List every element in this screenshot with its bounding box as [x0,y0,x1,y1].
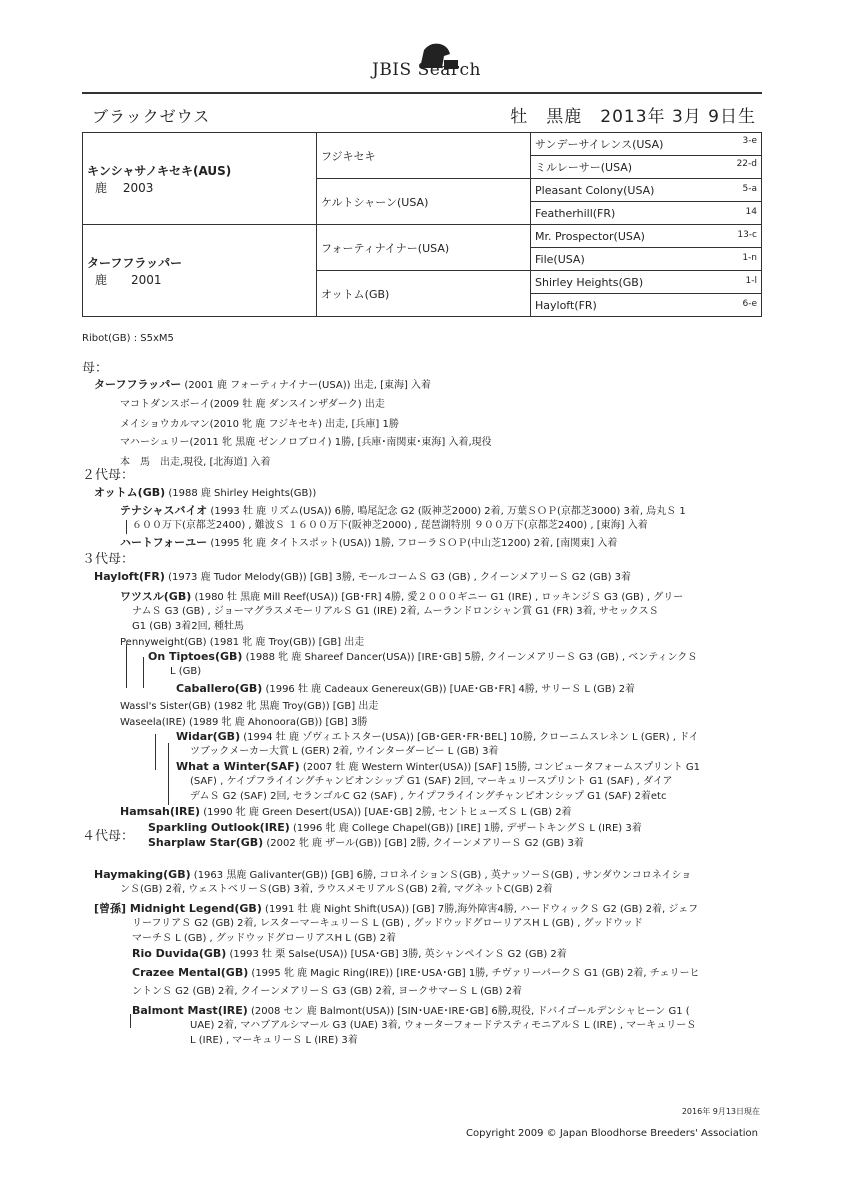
horse-name: Caballero(GB) [176,682,263,695]
horse-record: (1988 鹿 Shirley Heights(GB)) [168,488,317,499]
horse-record: (1993 牡 鹿 リズム(USA)) 6勝, 鳴尾記念 G2 (阪神芝2000) 2着, 万葉ＳＯＰ(京都芝3000) 3着, 烏丸Ｓ 1 [210,506,686,517]
note-line [190,745,498,759]
note-line [120,456,271,470]
note-line [190,790,666,804]
horse-name: Haymaking(GB) [94,868,191,881]
horse-name: Hayloft(FR) [94,570,165,583]
section-4th-dam: ４代母： [82,829,135,844]
gen3-name: Hayloft(FR) [535,298,597,312]
gen3-family: 3-e [742,136,757,146]
horse-record: メイショウカルマン(2010 牝 鹿 フジキセキ) 出走, [兵庫] 1勝 [120,419,399,430]
sire-cell [83,133,317,225]
note-line [94,378,431,393]
sire-dam-cell: ケルトシャーン(USA) [317,179,531,225]
horse-name: Rio Duvida(GB) [132,947,227,960]
pedigree-table [82,132,762,317]
horse-record: (1988 牝 鹿 Shareef Dancer(USA)) [IRE･GB] 5勝, クイーンメアリーＳ G3 (GB) , ベンティンクＳ [245,652,698,663]
horse-name: Balmont Mast(IRE) [132,1004,248,1017]
sire-sire-cell: フジキセキ [317,133,531,179]
note-line [148,836,584,851]
note-line [94,868,691,883]
horse-name: Sharplaw Star(GB) [148,836,264,849]
horse-record: (1991 牡 鹿 Night Shift(USA)) [GB] 7勝,海外障害4勝, ハードウィックＳ G2 (GB) 2着, ジェフ [265,904,699,915]
gen3-family: 14 [745,206,757,217]
gen3-cell [531,225,762,248]
horse-record: L (IRE) , マーキュリーＳ L (IRE) 3着 [190,1035,358,1046]
note-line [132,917,643,931]
note-line [120,636,364,650]
gen3-name: File(USA) [535,252,585,266]
horse-name: Sparkling Outlook(IRE) [148,821,290,834]
horse-name: Crazee Mental(GB) [132,966,249,979]
horse-record: (1994 牡 鹿 ゾヴィエトスター(USA)) [GB･GER･FR･BEL] 10勝, クローニムスレネン L (GER) , ドイ [243,732,699,743]
gen3-cell [531,294,762,317]
horse-name: ブラックゼウス [92,107,211,126]
horse-record: (1993 牡 栗 Salse(USA)) [USA･GB] 3勝, 英シャンペインＳ G2 (GB) 2着 [229,949,567,960]
note-line [176,760,700,775]
note-line [170,665,201,679]
note-line [120,504,686,519]
horse-name: ターフフラッパー [94,378,182,391]
note-line [94,486,316,501]
section-dam: 母： [82,361,109,376]
note-line [132,966,699,981]
inbreeding-note: Ribot(GB) : S5xM5 [82,333,174,344]
note-line [120,590,683,605]
note-line [190,775,673,789]
dam-dam-cell: オットム(GB) [317,271,531,317]
note-line [94,570,631,585]
note-line [132,932,396,946]
gen3-cell [531,202,762,225]
gen3-family: 1-l [745,275,757,286]
horse-record: マーチＳ L (GB) , グッドウッドグローリアスH L (GB) 2着 [132,933,396,944]
note-line [120,716,367,730]
horse-record: デムＳ G2 (SAF) 2回, セランゴルC G2 (SAF) , ケイプフライイングチャンピオンシップ G1 (SAF) 2着etc [190,791,667,802]
gen3-family: 5-a [742,183,757,194]
horse-record: L (GB) [170,666,202,677]
horse-name: [曾孫] Midnight Legend(GB) [94,902,262,915]
horse-name: テナシャスバイオ [120,504,208,517]
gen3-name: Featherhill(FR) [535,206,616,220]
horse-record: ントンＳ G2 (GB) 2着, クイーンメアリーＳ G3 (GB) 2着, ヨークサマーＳ L (GB) 2着 [132,986,523,997]
as-of-date: 2016年 9月13日現在 [681,1107,760,1116]
horse-record: 本 馬 出走,現役, [北海道] 入着 [120,457,271,468]
horse-record: (1963 黒鹿 Galivanter(GB)) [GB] 6勝, コロネイションＳ(GB) , 英ナッソーＳ(GB) , サンダウンコロネイショ [193,870,692,881]
gen3-name: Pleasant Colony(USA) [535,183,655,197]
note-line [120,436,492,450]
tree-line [130,1014,131,1028]
section-2nd-dam: ２代母： [82,468,135,483]
gen3-name: Mr. Prospector(USA) [535,229,645,243]
horse-record: (1990 牝 鹿 Green Desert(USA)) [UAE･GB] 2勝, セントヒューズＳ L (GB) 2着 [203,807,572,818]
horse-record: UAE) 2着, マハブアルシマール G3 (UAE) 3着, ウォーターフォードテスティモニアルＳ L (IRE) , マーキュリーＳ [190,1020,697,1031]
horse-record: リーフリアＳ G2 (GB) 2着, レスターマーキュリーＳ L (GB) , グッドウッドグローリアスH L (GB) , グッドウッド [132,918,643,929]
gen3-name: サンデーサイレンス(USA) [535,138,664,151]
tree-line [168,743,169,805]
logo-text: JBIS Search [372,60,482,80]
horse-record: (2001 鹿 フォーティナイナー(USA)) 出走, [東海] 入着 [184,380,432,391]
note-line [132,985,522,999]
gen3-family: 1-n [742,252,757,263]
dam-name: ターフフラッパー [87,255,183,270]
horse-record: ６００万下(京都芝2400) , 難波Ｓ １６００万下(阪神芝2000) , 琵琶湖特別 ９００万下(京都芝2400) , [東海] 入着 [132,520,648,531]
horse-record: ナムＳ G3 (GB) , ジョーマグラスメモーリアルＳ G1 (IRE) 2着, ムーランドロンシャン賞 G1 (FR) 3着, サセックスＳ [132,606,659,617]
note-line [148,650,697,665]
dam-cell [83,225,317,317]
gen3-cell [531,156,762,179]
gen3-name: ミルレーサー(USA) [535,161,633,174]
note-line [120,805,572,820]
horse-record: (SAF) , ケイプフライイングチャンピオンシップ G1 (SAF) 2回, マーキュリースプリント G1 (SAF) , ダイア [190,776,673,787]
note-line [132,605,659,619]
horse-record: (1973 鹿 Tudor Melody(GB)) [GB] 3勝, モールコームＳ G3 (GB) , クイーンメアリーＳ G2 (GB) 3着 [168,572,632,583]
note-line [120,700,378,714]
gen3-cell [531,248,762,271]
horse-record: マハーシュリー(2011 牝 黒鹿 ゼンノロブロイ) 1勝, [兵庫･南関東･東海] 入着,現役 [120,437,492,448]
horse-name: What a Winter(SAF) [176,760,300,773]
horse-name: オットム(GB) [94,486,166,499]
horse-record: G1 (GB) 3着2回, 種牡馬 [132,621,244,632]
horse-name: Widar(GB) [176,730,241,743]
tree-line [155,734,156,770]
horse-record: (2008 セン 鹿 Balmont(USA)) [SIN･UAE･IRE･GB] 6勝,現役, ドバイゴールデンシャヒーン G1 ( [251,1006,690,1017]
horse-record: マコトダンスボーイ(2009 牡 鹿 ダンスインザダーク) 出走 [120,399,385,410]
note-line [190,1034,358,1048]
gen3-family: 6-e [742,298,757,309]
note-line [120,418,399,432]
dam-info: 鹿 2001 [95,272,162,287]
section-3rd-dam: ３代母： [82,552,135,567]
note-line [132,947,567,962]
note-line [176,682,635,697]
gen3-name: Shirley Heights(GB) [535,275,644,289]
horse-record: Waseela(IRE) (1989 牝 鹿 Ahonoora(GB)) [GB] 3勝 [120,717,368,728]
gen3-family: 13-c [737,229,757,240]
note-line [132,1004,690,1019]
copyright: Copyright 2009 © Japan Bloodhorse Breeders' Association [466,1128,758,1139]
sire-name: キンシャサノキセキ(AUS) [87,163,232,178]
note-line [190,1019,696,1033]
note-line [176,730,699,745]
gen3-cell [531,179,762,202]
gen3-family: 22-d [736,159,757,169]
horse-name: ハートフォーユー [120,536,208,549]
note-line [120,536,617,551]
horse-record: (2002 牝 鹿 ザール(GB)) [GB] 2勝, クイーンメアリーＳ G2 (GB) 3着 [266,838,584,849]
top-rule [82,92,762,94]
horse-name: Hamsah(IRE) [120,805,201,818]
tree-line [143,657,144,688]
horse-record: ンＳ(GB) 2着, ウェストベリーＳ(GB) 3着, ラウスメモリアルＳ(GB) 2着, マグネットC(GB) 2着 [120,884,553,895]
dam-sire-cell: フォーティナイナー(USA) [317,225,531,271]
horse-record: (1996 牡 鹿 Cadeaux Genereux(GB)) [UAE･GB･FR] 4勝, サリーＳ L (GB) 2着 [265,684,636,695]
horse-record: Wassl's Sister(GB) (1982 牝 黒鹿 Troy(GB)) [GB] 出走 [120,701,379,712]
horse-name: ワツスル(GB) [120,590,192,603]
horse-record: (1996 牝 鹿 College Chapel(GB)) [IRE] 1勝, デザートキングＳ L (IRE) 3着 [293,823,642,834]
tree-line [126,520,127,534]
gen3-cell [531,271,762,294]
horse-record: (1995 牝 鹿 Magic Ring(IRE)) [IRE･USA･GB] 1勝, チヴァリーパークＳ G1 (GB) 2着, チェリーヒ [251,968,700,979]
note-line [132,620,244,634]
note-line [120,398,385,412]
horse-info: 牡 黒鹿 2013年 3月 9日生 [510,107,756,127]
horse-record: (1995 牝 鹿 タイトスポット(USA)) 1勝, フローラＳＯＰ(中山芝1200) 2着, [南関東] 入着 [210,538,618,549]
horse-record: Pennyweight(GB) (1981 牝 鹿 Troy(GB)) [GB] 出走 [120,637,365,648]
gen3-cell [531,133,762,156]
horse-name: On Tiptoes(GB) [148,650,243,663]
note-line [120,883,553,897]
horse-record: (1980 牡 黒鹿 Mill Reef(USA)) [GB･FR] 4勝, 愛２０００ギニー G1 (IRE) , ロッキンジＳ G3 (GB) , グリー [194,592,684,603]
note-line [132,519,648,533]
jbis-logo [372,40,502,84]
note-line [148,821,642,836]
sire-info: 鹿 2003 [95,180,154,195]
note-line [94,902,698,917]
tree-line [126,644,127,688]
horse-record: (2007 牡 鹿 Western Winter(USA)) [SAF] 15勝, コンピュータフォームスプリント G1 [302,762,701,773]
horse-record: ツブックメーカー大賞 L (GER) 2着, ウインターダービー L (GB) 3着 [190,746,499,757]
